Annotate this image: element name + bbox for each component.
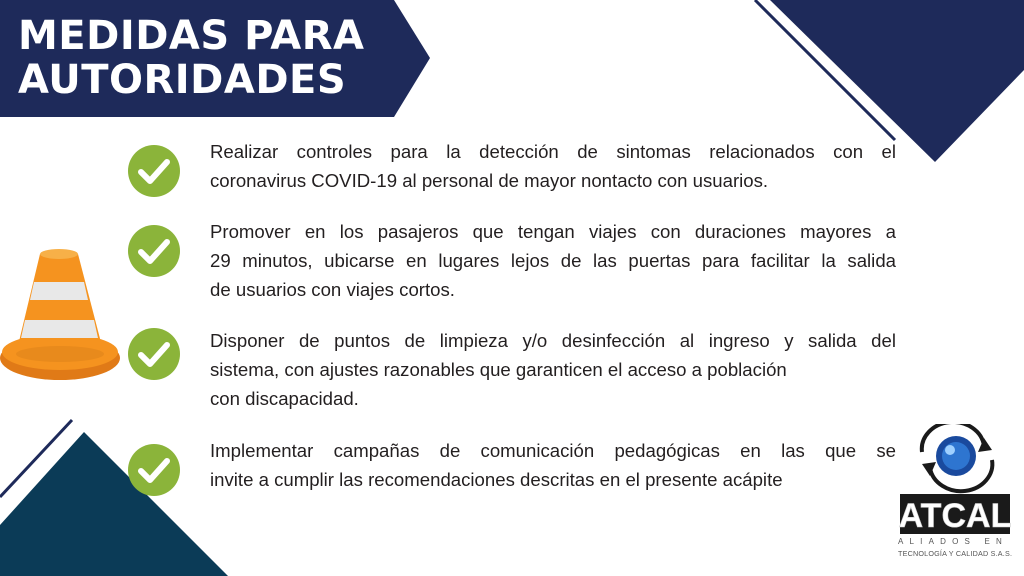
item-text [210, 436, 896, 494]
check-icon [128, 225, 180, 277]
item-line: Promover en los pasajeros que tengan viajes con duraciones mayores a [210, 221, 896, 242]
item-text [210, 137, 896, 195]
traffic-cone-icon [0, 242, 120, 384]
logo-subline: TECNOLOGÍA Y CALIDAD S.A.S. [898, 549, 1013, 558]
item-line: Disponer de puntos de limpieza y/o desinfección al ingreso y salida del [210, 330, 896, 351]
logo-tagline: ALIADOS EN [898, 537, 1009, 546]
item-line: 29 minutos, ubicarse en lugares lejos de las puertas para facilitar la salida [210, 250, 896, 271]
item-line: de usuarios con viajes cortos. [210, 279, 455, 300]
title-line-2: AUTORIDADES [18, 57, 347, 103]
check-icon [128, 444, 180, 496]
item-line: coronavirus COVID-19 al personal de mayor nontacto con usuarios. [210, 170, 769, 191]
title-line-1: MEDIDAS PARA [18, 13, 365, 59]
bottom-left-triangle [0, 432, 228, 576]
item-line: invite a cumplir las recomendaciones descritas en el presente acápite [210, 469, 783, 490]
item-line: Realizar controles para la detección de sintomas relacionados con el [210, 141, 896, 162]
check-icon [128, 328, 180, 380]
item-line: sistema, con ajustes razonables que garanticen el acceso a población [210, 359, 787, 380]
page-title [18, 14, 398, 102]
check-icon [128, 145, 180, 197]
item-text [210, 217, 896, 304]
item-line: con discapacidad. [210, 388, 359, 409]
logo-wordmark: ATCAL [898, 497, 1012, 535]
item-text [210, 326, 896, 413]
item-line: Implementar campañas de comunicación pedagógicas en las que se [210, 440, 896, 461]
